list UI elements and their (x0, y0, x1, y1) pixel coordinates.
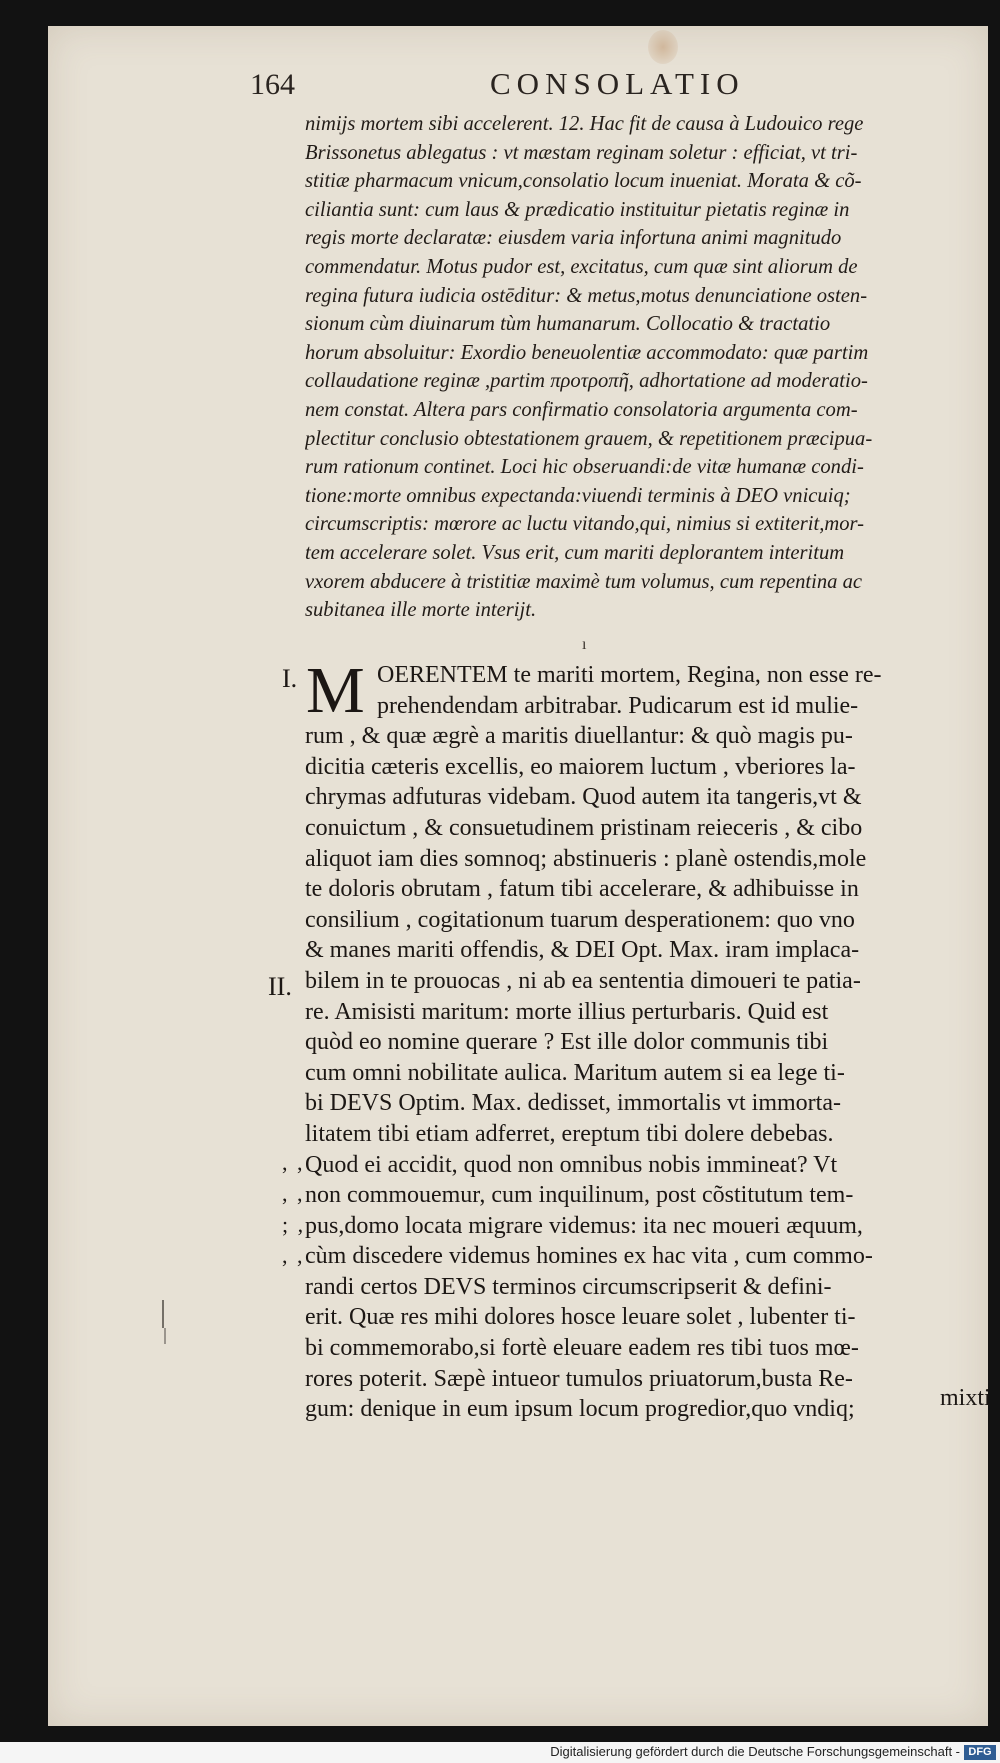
page-header (250, 68, 990, 108)
text-line: aliquot iam dies somnoq; abstinueris : planè ostendis,mole (305, 845, 867, 872)
ink-mark: ı (582, 636, 587, 653)
text-line: pus,domo locata migrare videmus: ita nec moueri æquum, (305, 1212, 863, 1239)
text-line: randi certos DEVS terminos circumscripserit & defini- (305, 1273, 832, 1300)
text-line: bilem in te prouocas , ni ab ea sententia dimoueri te patia- (305, 967, 861, 994)
text-line: bi DEVS Optim. Max. dedisset, immortalis vt immorta- (305, 1090, 841, 1117)
text-line: cum omni nobilitate aulica. Maritum autem si ea lege ti- (305, 1059, 845, 1086)
ink-mark (164, 1328, 166, 1344)
argument-line: plectitur conclusio obtestationem grauem, & repetitionem præcipua- (305, 427, 873, 450)
text-line: erit. Quæ res mihi dolores hosce leuare solet , lubenter ti- (305, 1304, 856, 1331)
text-line: dicitia cæteris excellis, eo maiorem luctum , vberiores la- (305, 753, 856, 780)
section-number-2: II. (268, 972, 292, 1001)
text-line: gum: denique in eum ipsum locum progredior,quo vndiq; (305, 1396, 855, 1423)
funding-notice: Digitalisierung gefördert durch die Deutsche Forschungsgemeinschaft - (550, 1744, 960, 1759)
text-line: non commouemur, cum inquilinum, post cõstitutum tem- (305, 1182, 854, 1209)
text-line: chrymas adfuturas videbam. Quod autem ita tangeris,vt & (305, 784, 862, 811)
argument-line: rum rationum continet. Loci hic obseruandi:de vitæ humanæ condi- (305, 456, 864, 479)
text-line: rores poterit. Sæpè intueor tumulos priuatorum,busta Re- (305, 1365, 853, 1392)
text-line: prehendendam arbitrabar. Pudicarum est id mulie- (377, 692, 859, 719)
text-line: cùm discedere videmus homines ex hac vita , cum commo- (305, 1243, 873, 1270)
drop-cap-initial: M (306, 654, 365, 727)
quotation-margin-mark: , , (282, 1243, 305, 1268)
argument-line: regina futura iudicia ostēditur: & metus,motus denunciatione osten- (305, 284, 868, 307)
catchword: mixti (940, 1385, 991, 1411)
page-number: 164 (250, 68, 295, 101)
text-line: re. Amisisti maritum: morte illius perturbaris. Quid est (305, 998, 829, 1025)
argument-line: stitiæ pharmacum vnicum,consolatio locum inueniat. Morata & cõ- (305, 170, 862, 193)
argument-line: commendatur. Motus pudor est, excitatus, cum quæ sint aliorum de (305, 255, 858, 278)
argument-line: ciliantia sunt: cum laus & prædicatio instituitur pietatis reginæ in (305, 198, 850, 221)
quotation-margin-mark: ; , (282, 1212, 306, 1237)
quotation-margin-mark: , , (282, 1150, 305, 1175)
argument-line: vxorem abducere à tristitiæ maximè tum volumus, cum repentina ac (305, 570, 863, 593)
text-line: OERENTEM te mariti mortem, Regina, non esse re- (377, 662, 882, 688)
main-text-body (305, 654, 980, 1425)
text-line: conuictum , & consuetudinem pristinam reieceris , & cibo (305, 814, 863, 841)
stain-mark (648, 30, 678, 64)
dfg-logo-icon: DFG (964, 1745, 996, 1760)
argument-line: tem accelerare solet. Vsus erit, cum mariti deplorantem interitum (305, 541, 845, 564)
argument-line: horum absoluitur: Exordio beneuolentiæ accommodato: quæ partim (305, 341, 869, 364)
quotation-margin-mark: , , (282, 1181, 305, 1206)
argument-line: sionum cùm diuinarum tùm humanarum. Collocatio & tractatio (305, 313, 831, 336)
text-line: & manes mariti offendis, & DEI Opt. Max. iram implaca- (305, 937, 860, 964)
text-line: bi commemorabo,si fortè eleuare eadem res tibi tuos mœ- (305, 1335, 859, 1362)
argument-line: tione:morte omnibus expectanda:viuendi terminis à DEO vnicuiq; (305, 484, 851, 507)
text-line: consilium , cogitationum tuarum desperationem: quo vno (305, 906, 855, 933)
text-line: rum , & quæ ægrè a maritis diuellantur: & quò magis pu- (305, 723, 853, 750)
argument-line: Brissonetus ablegatus : vt mæstam reginam soletur : efficiat, vt tri- (305, 141, 858, 164)
argument-line: regis morte declaratæ: eiusdem varia infortuna animi magnitudo (305, 227, 842, 250)
footer-bar (0, 1742, 1000, 1763)
argument-line: subitanea ille morte interijt. (305, 599, 537, 622)
argument-line: collaudatione reginæ ,partim προτροπῆ, adhortatione ad moderatio- (305, 370, 868, 393)
argument-line: nimijs mortem sibi accelerent. 12. Hac fit de causa à Ludouico rege (305, 113, 864, 135)
text-line: quòd eo nomine querare ? Est ille dolor communis tibi (305, 1029, 829, 1056)
argument-paragraph (305, 110, 980, 625)
text-line: Quod ei accidit, quod non omnibus nobis immineat? Vt (305, 1151, 838, 1178)
ink-mark (162, 1300, 164, 1328)
text-line: te doloris obrutam , fatum tibi accelerare, & adhibuisse in (305, 876, 859, 903)
argument-line: nem constat. Altera pars confirmatio consolatoria argumenta com- (305, 398, 858, 421)
argument-line: circumscriptis: mœrore ac luctu vitando,qui, nimius si extiterit,mor- (305, 513, 864, 536)
section-number-1: I. (282, 664, 298, 693)
running-title: CONSOLATIO (490, 66, 745, 101)
text-line: litatem tibi etiam adferret, ereptum tibi dolere debebas. (305, 1120, 834, 1147)
